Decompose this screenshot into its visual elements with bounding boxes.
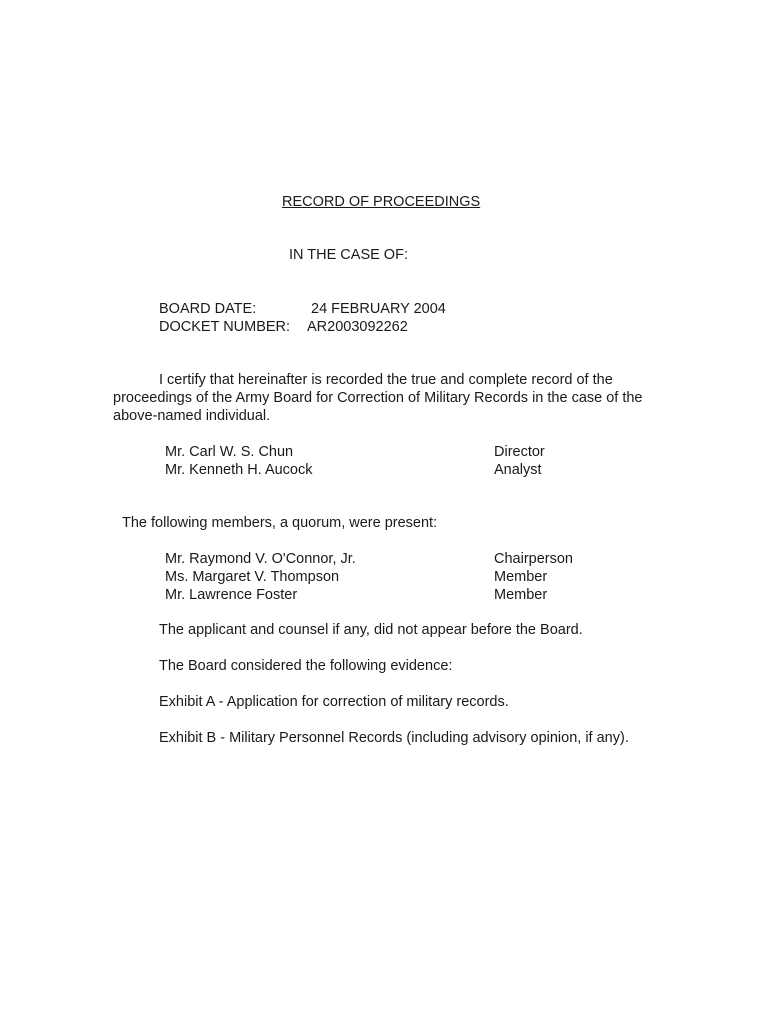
evidence-intro: The Board considered the following evidence:	[159, 658, 453, 674]
case-heading: IN THE CASE OF:	[289, 247, 408, 263]
exhibit-a: Exhibit A - Application for correction of military records.	[159, 694, 509, 710]
member-role: Chairperson	[494, 551, 573, 567]
docket-number-value: AR2003092262	[307, 319, 408, 335]
quorum-statement: The following members, a quorum, were present:	[122, 515, 438, 531]
appearance-statement: The applicant and counsel if any, did not appear before the Board.	[159, 622, 583, 638]
staff-name: Mr. Kenneth H. Aucock	[165, 462, 313, 478]
board-date-label: BOARD DATE:	[159, 301, 257, 317]
certification-paragraph: I certify that hereinafter is recorded the true and complete record of the proceedings of the Army Board for Correction of Military Records in the case of the above-named individual.	[113, 372, 643, 424]
staff-role: Director	[494, 444, 545, 460]
exhibit-b: Exhibit B - Military Personnel Records (including advisory opinion, if any).	[159, 730, 629, 746]
docket-number-label: DOCKET NUMBER:	[159, 319, 291, 335]
member-name: Mr. Lawrence Foster	[165, 587, 298, 603]
member-role: Member	[494, 569, 548, 585]
member-name: Ms. Margaret V. Thompson	[165, 569, 340, 585]
staff-role: Analyst	[494, 462, 542, 478]
document-title: RECORD OF PROCEEDINGS	[282, 194, 481, 210]
member-name: Mr. Raymond V. O'Connor, Jr.	[165, 551, 356, 567]
board-date-value: 24 FEBRUARY 2004	[311, 301, 446, 317]
staff-name: Mr. Carl W. S. Chun	[165, 444, 294, 460]
member-role: Member	[494, 587, 548, 603]
